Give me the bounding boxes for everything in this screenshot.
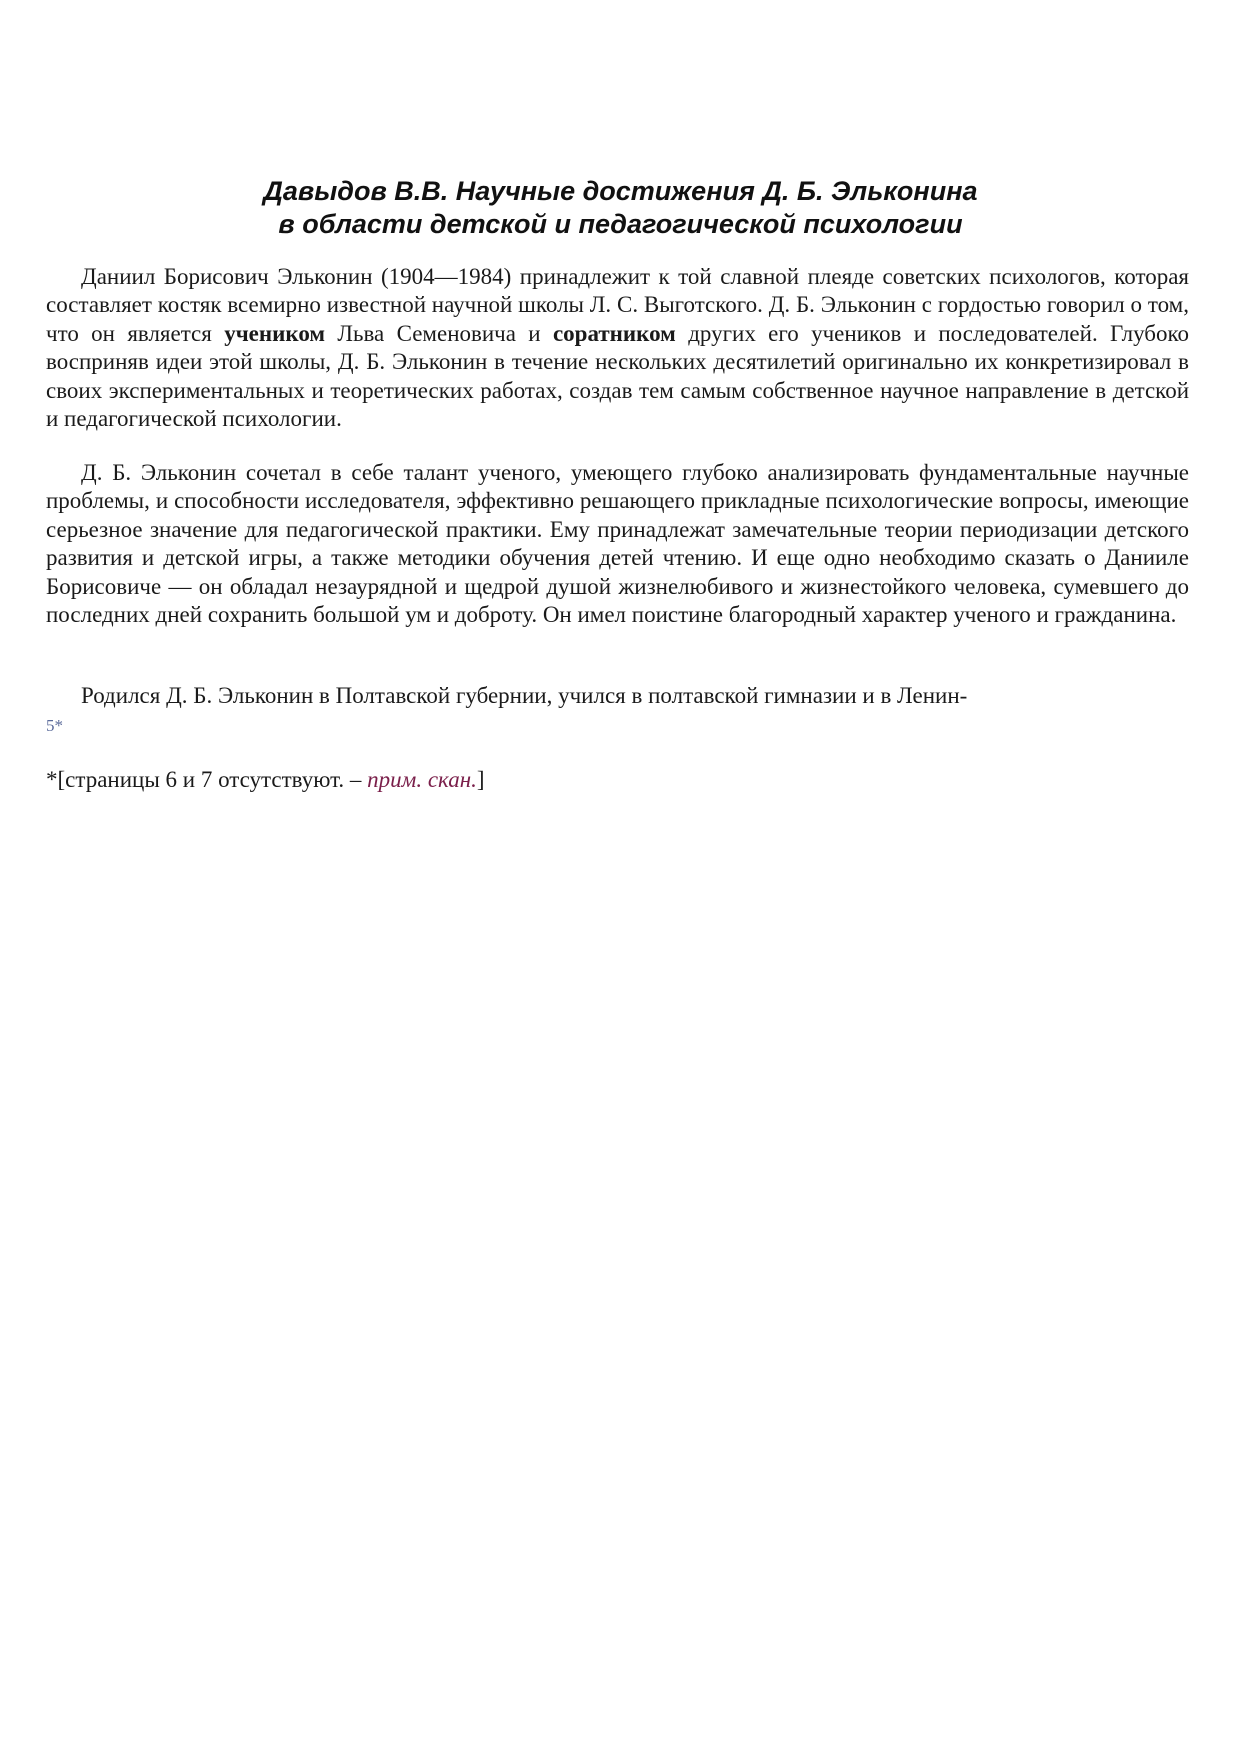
title-line-2: в области детской и педагогической психологии: [278, 209, 963, 239]
scan-note: [46, 766, 485, 794]
bold-term-associate: соратником: [552, 320, 676, 346]
paragraph-3: [46, 682, 1189, 710]
paragraph-2-text: Д. Б. Эльконин сочетал в себе талант ученого, умеющего глубоко анализировать фундаментальные научные проблемы, и способности исследователя, эффективно решающего прикладные психологические вопросы, имеющие серьезное значение для педагогической практики. Ему принадлежат замечательные теории периодизации детского развития и детской игры, а также методики обучения детей чтению. И еще одно необходимо сказать о Данииле Борисовиче — он обладал незаурядной и щедрой душой жизнелюбивого и жизнестойкого человека, сумевшего до последних дней сохранить большой ум и доброту. Он имел поистине благородный характер ученого и гражданина.: [46, 460, 1189, 628]
page-number: 5*: [46, 716, 63, 735]
bold-term-student: учеником: [224, 320, 326, 346]
scan-note-label: прим. скан.: [367, 767, 477, 792]
title-line-1: Давыдов В.В. Научные достижения Д. Б. Эльконина: [263, 176, 978, 206]
paragraph-1-text-a: Даниил Борисович Эльконин (1904—1984) принадлежит к той славной плеяде советских психологов, которая составляет костяк всемирно известной научной школы Л. С. Выготского. Д. Б. Эльконин с гордостью говорил о том, что он является: [46, 264, 1189, 346]
scan-note-suffix: ]: [476, 767, 485, 792]
document-title: [0, 175, 1241, 241]
scan-note-prefix: *[страницы 6 и 7 отсутствуют. –: [46, 767, 368, 792]
paragraph-1-text-c: других его учеников и последователей. Глубоко восприняв идеи этой школы, Д. Б. Эльконин в течение нескольких десятилетий оригинально их конкретизировал в своих экспериментальных и теоретических работах, создав тем самым собственное научное направление в детской и педагогической психологии.: [46, 320, 1189, 432]
paragraph-1-text-b: Льва Семеновича и: [325, 320, 553, 346]
paragraph-1: [46, 263, 1189, 433]
paragraph-2: [46, 459, 1189, 629]
paragraph-3-text: Родился Д. Б. Эльконин в Полтавской губернии, учился в полтавской гимназии и в Ленин-: [81, 683, 968, 708]
